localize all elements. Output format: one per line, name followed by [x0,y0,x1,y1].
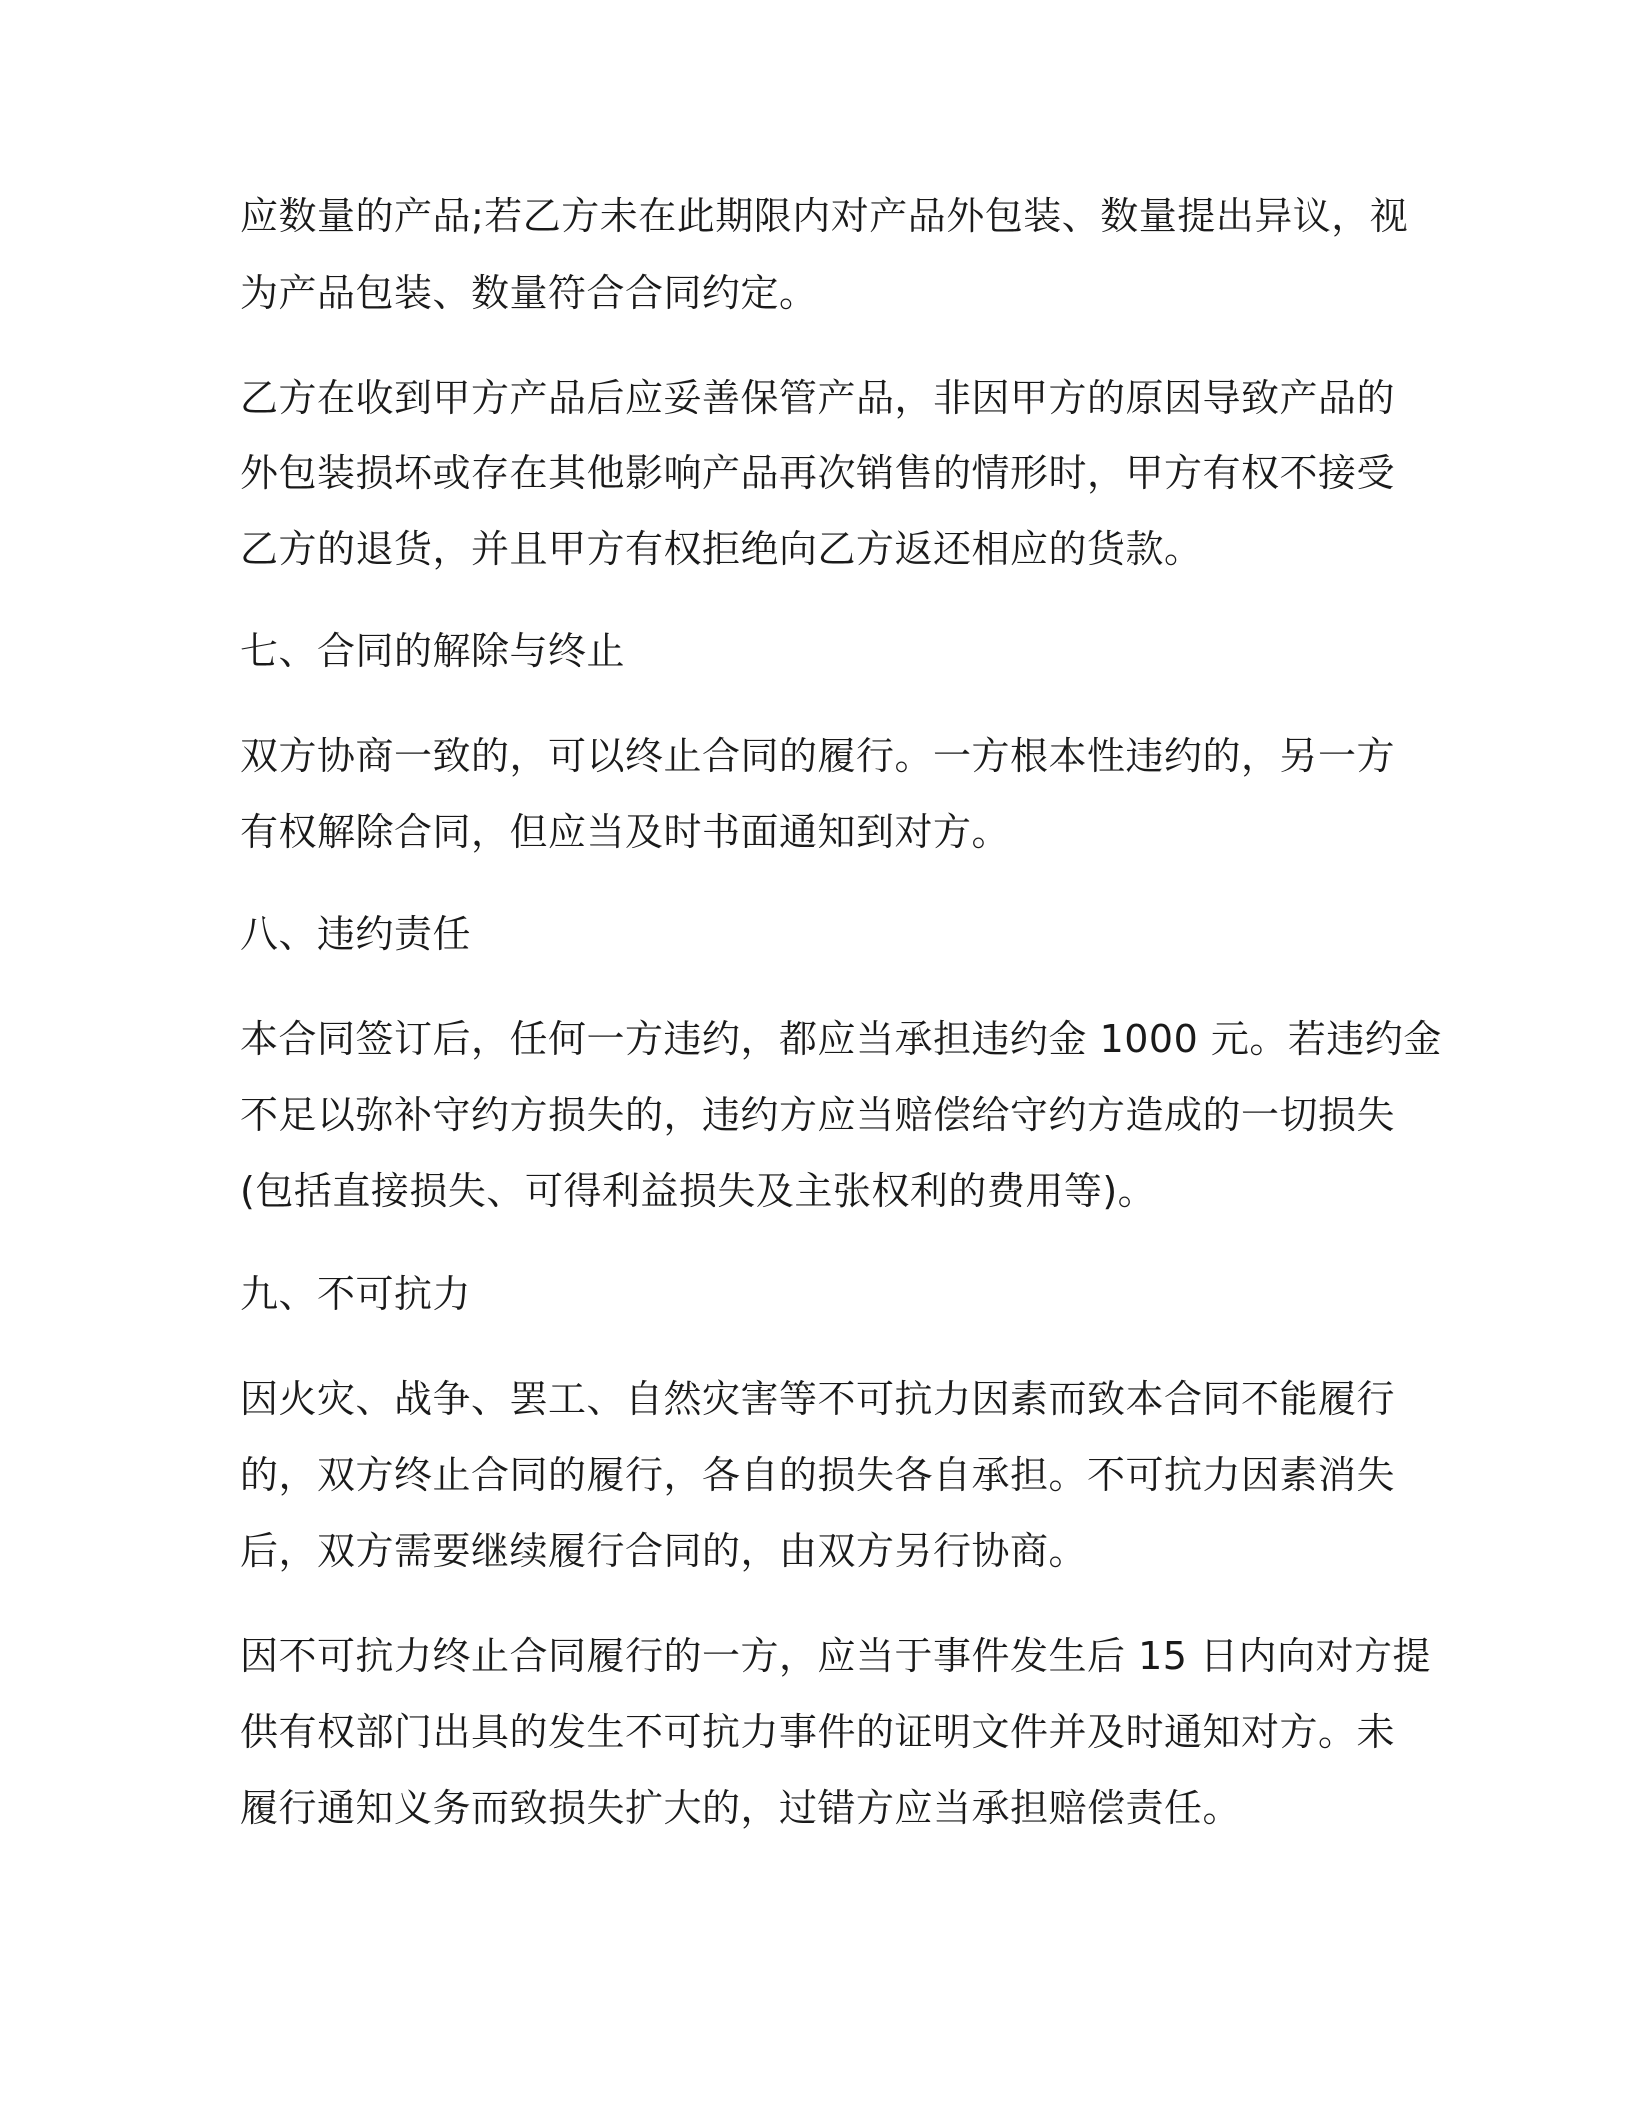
paragraph-line: 供有权部门出具的发生不可抗力事件的证明文件并及时通知对方。未 [240,1710,1396,1754]
paragraph-line: 本合同签订后，任何一方违约，都应当承担违约金 1000 元。若违约金 [240,1017,1442,1061]
paragraph-line: 乙方的退货，并且甲方有权拒绝向乙方返还相应的货款。 [240,527,1203,571]
paragraph-line: 为产品包装、数量符合合同约定。 [240,271,818,315]
paragraph-line: 履行通知义务而致损失扩大的，过错方应当承担赔偿责任。 [240,1786,1242,1830]
paragraph-line: 因不可抗力终止合同履行的一方，应当于事件发生后 15 日内向对方提 [240,1634,1432,1678]
paragraph-line: 的，双方终止合同的履行，各自的损失各自承担。不可抗力因素消失 [240,1453,1396,1497]
paragraph-line: 应数量的产品;若乙方未在此期限内对产品外包装、数量提出异议，视 [240,194,1409,238]
section-heading-termination: 七、合同的解除与终止 [240,629,626,673]
paragraph-line: 外包装损坏或存在其他影响产品再次销售的情形时，甲方有权不接受 [240,451,1396,495]
paragraph-line: 因火灾、战争、罢工、自然灾害等不可抗力因素而致本合同不能履行 [240,1377,1396,1421]
paragraph-line: 双方协商一致的，可以终止合同的履行。一方根本性违约的，另一方 [240,734,1396,778]
paragraph-line: (包括直接损失、可得利益损失及主张权利的费用等)。 [240,1169,1157,1213]
paragraph-line: 后，双方需要继续履行合同的，由双方另行协商。 [240,1529,1088,1573]
paragraph-line: 有权解除合同，但应当及时书面通知到对方。 [240,810,1011,854]
section-heading-liability: 八、违约责任 [240,912,472,956]
paragraph-line: 不足以弥补守约方损失的，违约方应当赔偿给守约方造成的一切损失 [240,1093,1396,1137]
paragraph-line: 乙方在收到甲方产品后应妥善保管产品，非因甲方的原因导致产品的 [240,376,1396,420]
section-heading-force-majeure: 九、不可抗力 [240,1272,472,1316]
